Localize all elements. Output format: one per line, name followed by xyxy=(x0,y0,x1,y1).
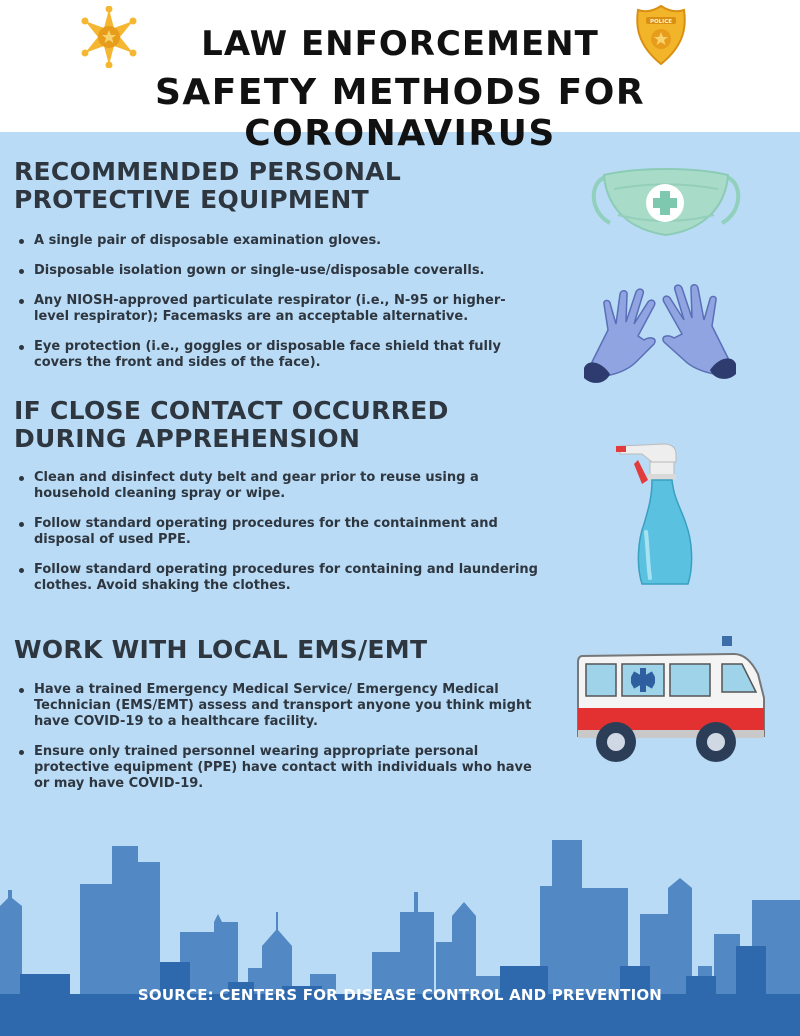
list-item: A single pair of disposable examination gloves. xyxy=(16,233,551,249)
section-title-line: IF CLOSE CONTACT OCCURRED xyxy=(14,396,449,425)
section-title-line: PROTECTIVE EQUIPMENT xyxy=(14,185,369,214)
close-contact-list xyxy=(16,470,551,594)
page-title-line2: SAFETY METHODS FOR CORONAVIRUS xyxy=(154,72,646,154)
face-mask-icon xyxy=(588,165,744,240)
list-item: Clean and disinfect duty belt and gear prior to reuse using a household cleaning spray or wipe. xyxy=(16,470,496,502)
list-item: Eye protection (i.e., goggles or disposable face shield that fully covers the front and sides of the face). xyxy=(16,339,516,371)
section-title-close-contact xyxy=(14,397,449,453)
ems-list xyxy=(16,682,551,792)
list-item: Have a trained Emergency Medical Service/ Emergency Medical Technician (EMS/EMT) assess and transport anyone you think might have COVID-19 to a healthcare facility. xyxy=(16,682,546,730)
list-item: Follow standard operating procedures for containing and laundering clothes. Avoid shaking the clothes. xyxy=(16,562,551,594)
list-item: Any NIOSH-approved particulate respirator (i.e., N-95 or higher-level respirator); Facemasks are an acceptable alternative. xyxy=(16,293,536,325)
page-title-line1: LAW ENFORCEMENT xyxy=(201,24,599,64)
spray-bottle-icon xyxy=(612,440,707,590)
list-item: Ensure only trained personnel wearing appropriate personal protective equipment (PPE) have contact with individuals who have or may have COVID-19. xyxy=(16,744,546,792)
badge-text: POLICE xyxy=(649,19,673,25)
header xyxy=(0,0,800,154)
section-title-line: DURING APPREHENSION xyxy=(14,424,361,453)
section-title-ppe xyxy=(14,158,401,214)
gloves-icon xyxy=(578,278,743,390)
section-title-line: RECOMMENDED PERSONAL xyxy=(14,157,402,186)
list-item: Disposable isolation gown or single-use/disposable coveralls. xyxy=(16,263,551,279)
section-title-line: WORK WITH LOCAL EMS/EMT xyxy=(14,635,428,664)
list-item: Follow standard operating procedures for the containment and disposal of used PPE. xyxy=(16,516,516,548)
ppe-list xyxy=(16,233,551,371)
city-skyline xyxy=(0,826,800,1036)
source-credit: SOURCE: CENTERS FOR DISEASE CONTROL AND PREVENTION xyxy=(137,986,663,1004)
ambulance-icon xyxy=(574,636,766,768)
section-title-ems xyxy=(14,636,427,664)
